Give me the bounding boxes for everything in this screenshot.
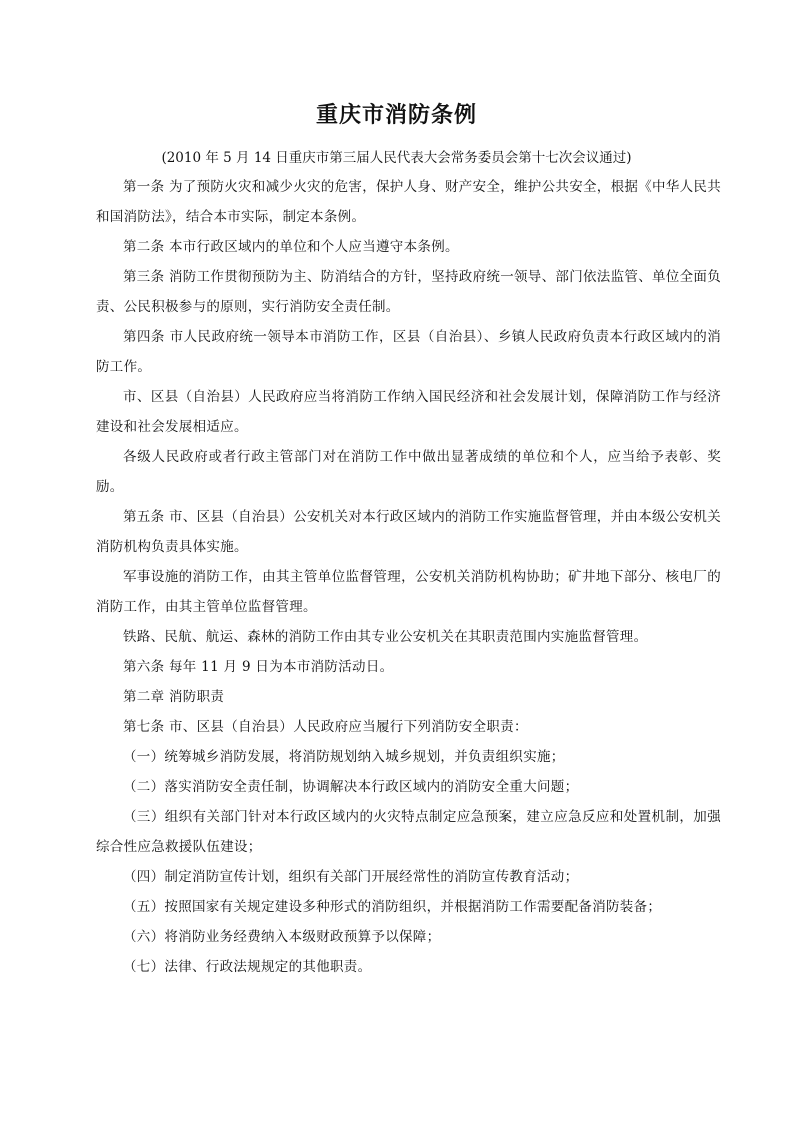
paragraph-article-6: 第六条 每年 11 月 9 日为本市消防活动日。 — [123, 659, 394, 675]
document-body — [96, 172, 721, 982]
list-item: （一）统筹城乡消防发展，将消防规划纳入城乡规划，并负责组织实施； — [123, 749, 565, 765]
list-item: （六）将消防业务经费纳入本级财政预算予以保障； — [123, 929, 441, 945]
page-title: 重庆市消防条例 — [315, 103, 477, 128]
paragraph-article-2: 第二条 本市行政区域内的单位和个人应当遵守本条例。 — [123, 239, 459, 255]
list-item: （四）制定消防宣传计划，组织有关部门开展经常性的消防宣传教育活动； — [123, 869, 579, 885]
paragraph-article-1: 第一条 为了预防火灾和减少火灾的危害，保护人身、财产安全，维护公共安全，根据《中华人民共和国消防法》，结合本市实际，制定本条例。 — [96, 179, 721, 225]
list-item: （五）按照国家有关规定建设多种形式的消防组织，并根据消防工作需要配备消防装备； — [123, 899, 662, 915]
page-subtitle: (2010 年 5 月 14 日重庆市第三届人民代表大会常务委员会第十七次会议通过) — [161, 150, 632, 166]
paragraph-article-4: 第四条 市人民政府统一领导本市消防工作，区县（自治县）、乡镇人民政府负责本行政区域内的消防工作。 — [96, 329, 721, 375]
list-item: （七）法律、行政法规规定的其他职责。 — [123, 959, 372, 975]
paragraph-article-3: 第三条 消防工作贯彻预防为主、防消结合的方针，坚持政府统一领导、部门依法监管、单位全面负责、公民积极参与的原则，实行消防安全责任制。 — [96, 269, 721, 315]
paragraph-article-5: 第五条 市、区县（自治县）公安机关对本行政区域内的消防工作实施监督管理，并由本级公安机关消防机构负责具体实施。 — [96, 509, 721, 555]
chapter-heading: 第二章 消防职责 — [123, 689, 225, 705]
paragraph: 各级人民政府或者行政主管部门对在消防工作中做出显著成绩的单位和个人，应当给予表彰、奖励。 — [96, 449, 721, 495]
list-item: （三）组织有关部门针对本行政区域内的火灾特点制定应急预案，建立应急反应和处置机制，加强综合性应急救援队伍建设； — [96, 809, 721, 855]
paragraph: 军事设施的消防工作，由其主管单位监督管理，公安机关消防机构协助；矿井地下部分、核电厂的消防工作，由其主管单位监督管理。 — [96, 569, 721, 615]
list-item: （二）落实消防安全责任制，协调解决本行政区域内的消防安全重大问题； — [123, 779, 579, 795]
paragraph: 市、区县（自治县）人民政府应当将消防工作纳入国民经济和社会发展计划，保障消防工作与经济建设和社会发展相适应。 — [96, 389, 721, 435]
paragraph-article-7: 第七条 市、区县（自治县）人民政府应当履行下列消防安全职责： — [123, 719, 528, 735]
paragraph: 铁路、民航、航运、森林的消防工作由其专业公安机关在其职责范围内实施监督管理。 — [123, 629, 648, 645]
